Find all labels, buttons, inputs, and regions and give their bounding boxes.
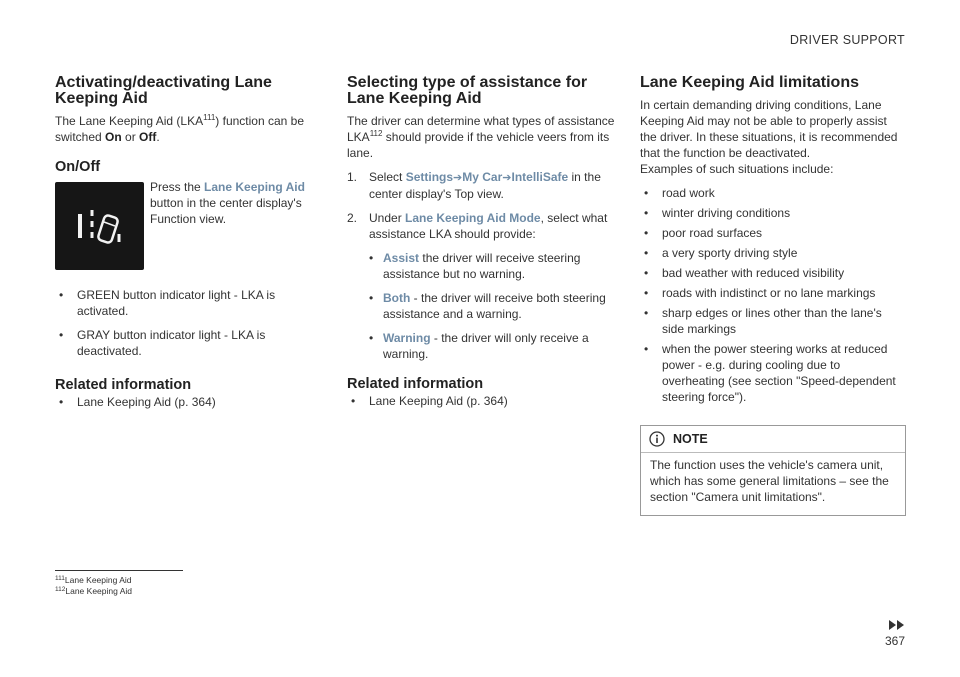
- lka-mode-link: Lane Keeping Aid Mode: [405, 211, 541, 225]
- step-2: 2. Under Lane Keeping Aid Mode, select what assistance LKA should provide:: [347, 211, 608, 241]
- list-item: • a very sporty driving style: [640, 245, 906, 261]
- list-item: • winter driving conditions: [640, 205, 906, 221]
- footnote-111: $^{111}$Lane Keeping Aid: [55, 575, 132, 585]
- list-item: • roads with indistinct or no lane markings: [640, 285, 906, 301]
- info-icon: [649, 431, 665, 447]
- option-both: • Both - the driver will receive both steering assistance and a warning.: [369, 291, 606, 321]
- list-item: • road work: [640, 185, 906, 201]
- option-warning: • Warning - the driver will only receive a warning.: [369, 331, 589, 361]
- list-item: • when the power steering works at reduced power - e.g. during cooling due to overheating (see section "Speed-dependent steering force").: [640, 341, 906, 405]
- footnote-ref-111: 111: [203, 113, 216, 122]
- activating-title: Activating/deactivating Lane Keeping Aid: [55, 74, 272, 107]
- column-selecting-assistance: [347, 75, 617, 409]
- selecting-title: Selecting type of assistance for Lane Keeping Aid: [347, 74, 588, 107]
- limitations-intro: In certain demanding driving conditions, Lane Keeping Aid may not be able to properly assist the driver. In these situations, it is recommended that the function be deactivated.: [640, 98, 898, 160]
- list-item: • GREEN button indicator light - LKA is activated.: [55, 287, 317, 319]
- off-label: Off: [139, 130, 157, 144]
- lane-keeping-icon: [55, 182, 144, 270]
- list-item: • poor road surfaces: [640, 225, 906, 241]
- arrow-right-icon: ➔: [453, 172, 463, 184]
- list-item: • GRAY button indicator light - LKA is deactivated.: [55, 327, 317, 359]
- column-limitations: [640, 75, 906, 516]
- footnote-112: $^{112}$Lane Keeping Aid: [55, 586, 133, 596]
- page-number: 367: [884, 634, 905, 648]
- option-assist: • Assist the driver will receive steering assistance but no warning.: [369, 251, 581, 281]
- footnote-divider: [55, 570, 183, 571]
- onoff-block: [55, 179, 317, 271]
- press-instruction: Press the Lane Keeping Aid button in the center display's Function view.: [150, 180, 305, 226]
- limitations-list: [640, 185, 906, 405]
- related-link[interactable]: • Lane Keeping Aid (p. 364): [347, 393, 617, 409]
- arrow-right-icon: ➔: [502, 172, 512, 184]
- column-activating: [55, 75, 317, 410]
- selecting-intro: The driver can determine what types of assistance LKA$^{112}$ should provide if the vehicle veers from its lane.: [347, 114, 615, 160]
- activating-intro: The Lane Keeping Aid (LKA$^{111}$) function can be switched On or Off.: [55, 113, 305, 144]
- limitations-title: Lane Keeping Aid limitations: [640, 74, 859, 91]
- my-car-link: My Car: [462, 170, 503, 184]
- list-item: • sharp edges or lines other than the lane's side markings: [640, 305, 906, 337]
- step-1: 1. Select Settings➔My Car➔IntelliSafe in the center display's Top view.: [347, 170, 601, 201]
- examples-label: Examples of such situations include:: [640, 162, 834, 176]
- note-text: The function uses the vehicle's camera unit, which has some general limitations – see the section "Camera unit limitations".: [650, 458, 889, 504]
- lane-keeping-aid-button-image: [55, 182, 144, 270]
- related-link[interactable]: • Lane Keeping Aid (p. 364): [55, 394, 317, 410]
- onoff-heading: On/Off: [55, 159, 101, 175]
- note-title: NOTE: [673, 432, 708, 446]
- next-page-icon[interactable]: [889, 617, 905, 635]
- settings-link: Settings: [405, 170, 454, 184]
- related-info-heading: Related information: [347, 376, 484, 392]
- list-item: • bad weather with reduced visibility: [640, 265, 906, 281]
- note-header: [641, 426, 905, 453]
- indicator-list: [55, 287, 317, 359]
- section-header: DRIVER SUPPORT: [789, 33, 905, 47]
- on-label: On: [105, 130, 122, 144]
- lane-keeping-aid-link: Lane Keeping Aid: [204, 180, 305, 194]
- intellisafe-link: IntelliSafe: [511, 170, 569, 184]
- related-info-heading: Related information: [55, 377, 192, 393]
- footnote-ref-112: 112: [369, 129, 383, 138]
- note-box: [640, 425, 906, 516]
